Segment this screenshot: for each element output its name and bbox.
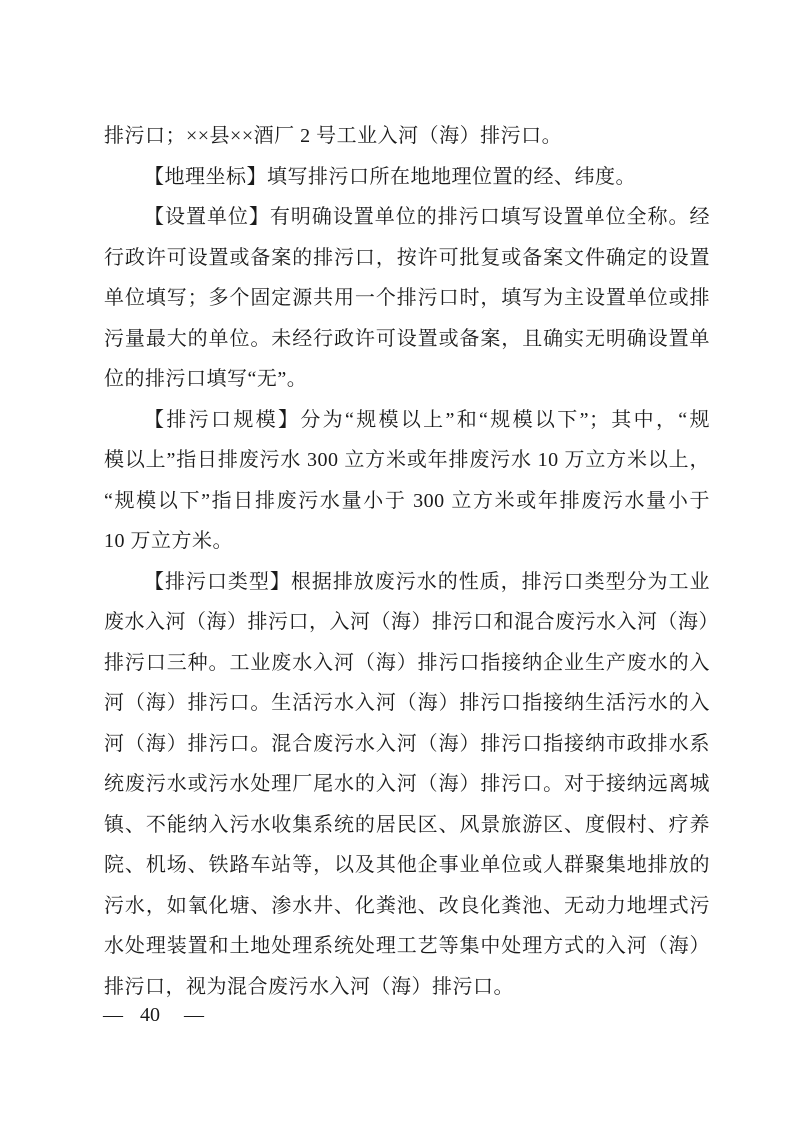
text-line: 镇、不能纳入污水收集系统的居民区、风景旅游区、度假村、疗养 [104,813,710,836]
text-line: 【地理坐标】填写排污口所在地地理位置的经、纬度。 [144,165,636,188]
text-line: 【排污口规模】分为“规模以上”和“规模以下”；其中，“规 [144,408,710,431]
text-line: 河（海）排污口。混合废污水入河（海）排污口指接纳市政排水系 [104,732,710,755]
text-line: 10 万立方米。 [104,530,233,552]
text-line: 排污口三种。工业废水入河（海）排污口指接纳企业生产废水的入 [104,651,710,674]
text-line: 统废污水或污水处理厂尾水的入河（海）排污口。对于接纳远离城 [104,773,710,795]
document-body [104,116,719,1007]
page-footer [103,1002,204,1028]
text-line: 排污口；××县××酒厂 2 号工业入河（海）排污口。 [104,125,563,147]
text-line: “规模以下”指日排废污水量小于 300 立方米或年排废污水量小于 [104,489,710,512]
text-line: 污量最大的单位。未经行政许可设置或备案，且确实无明确设置单 [104,327,710,350]
text-line: 【排污口类型】根据排放废污水的性质，排污口类型分为工业 [144,570,710,593]
text-line: 行政许可设置或备案的排污口，按许可批复或备案文件确定的设置 [104,246,710,269]
text-line: 河（海）排污口。生活污水入河（海）排污口指接纳生活污水的入 [104,692,710,714]
text-line: 【设置单位】有明确设置单位的排污口填写设置单位全称。经 [144,206,710,228]
page-number: 40 [140,1004,160,1026]
text-line: 模以上”指日排废污水 300 立方米或年排废污水 10 万立方米以上， [104,449,710,471]
text-line: 位的排污口填写“无”。 [104,368,308,390]
text-line: 污水，如氧化塘、渗水井、化粪池、改良化粪池、无动力地埋式污 [104,894,710,917]
footer-dash-left: — [103,1004,123,1026]
footer-dash-right: — [184,1004,204,1026]
text-line: 院、机场、铁路车站等，以及其他企事业单位或人群聚集地排放的 [104,854,710,876]
text-line: 排污口，视为混合废污水入河（海）排污口。 [104,975,514,998]
text-line: 水处理装置和土地处理系统处理工艺等集中处理方式的入河（海） [104,935,710,957]
text-line: 单位填写；多个固定源共用一个排污口时，填写为主设置单位或排 [104,287,710,309]
text-line: 废水入河（海）排污口，入河（海）排污口和混合废污水入河（海） [104,611,719,633]
